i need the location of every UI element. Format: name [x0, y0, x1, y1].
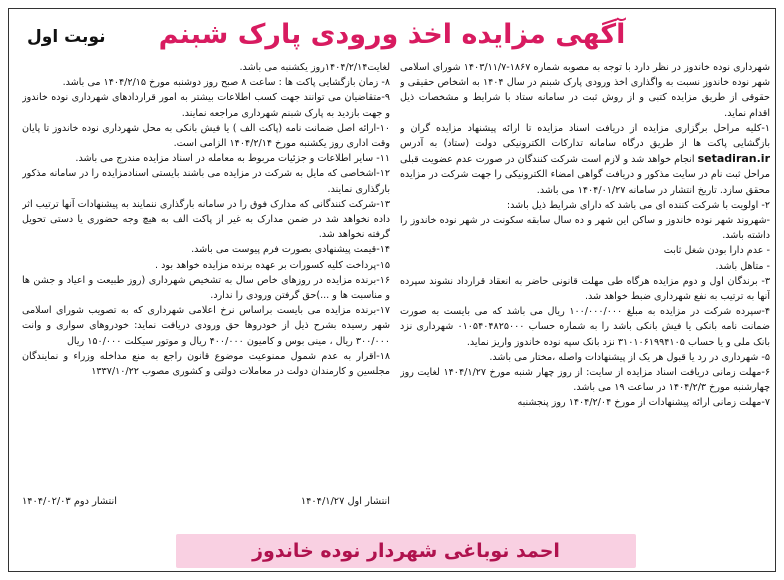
clause-18: ۱۸-اقرار به عدم شمول ممنوعیت موضوع قانون راجع به منع مداخله وزراء و نمایندگان مجلسین و کارمندان دولت در معاملات دولتی و کشوری مصوب ۱۳۳۷/۱۰/۲۲	[22, 350, 390, 378]
clause-12: ۱۲-اشخاصی که مایل به شرکت در مزایده می باشند بایستی اسنادمزایده را در سامانه مذکور بارگذاری نمایند.	[22, 168, 390, 195]
clause-13: ۱۳-شرکت کنندگانی که مدارک فوق را در سامانه بارگذاری ننمایند به پیشنهادات آنها ترتیب اثر داده نخواهد شد در ضمن مدارک به غیر از پاکت الف به هیچ وجه حضوری یا دستی تحویل گرفته نخواهد شد.	[22, 198, 390, 241]
clause-7-cont: لغایت۱۴۰۴/۲/۱۴روز یکشنبه می باشد.	[239, 62, 390, 73]
notice-title: آگهی مزایده اخذ ورودی پارک شبنم	[158, 19, 626, 50]
clause-6: ۶-مهلت زمانی دریافت اسناد مزایده از سایت: از روز چهار شنبه مورخ ۱۴۰۴/۱/۲۷ لغایت روز چهارشنبه مورخ ۱۴۰۴/۲/۳ در ساعت ۱۹ می باشد.	[400, 367, 770, 394]
clause-9: ۹-متقاضیان می توانند جهت کسب اطلاعات بیشتر به امور قراردادهای شهرداری نوده خاندوز و جهت بازدید به پارک شبنم شهرداری مراجعه نمایند.	[22, 92, 390, 119]
clause-16: ۱۶-برنده مزایده در روزهای خاص سال به تشخیص شهرداری (روز طبیعت و اعیاد و جشن ها و مناسبت ها و ...)حق گرفتن ورودی را ندارد.	[22, 274, 390, 302]
clause-10: ۱۰-ارائه اصل ضمانت نامه (پاکت الف ) یا فیش بانکی به محل شهرداری نوده خاندوز تا پایان وقت اداری روز یکشنبه مورخ ۱۴۰۴/۲/۱۴ الزامی است.	[22, 122, 390, 150]
clause-14: ۱۴-قیمت پیشنهادی بصورت فرم پیوست می باشد.	[191, 244, 390, 256]
clause-2-b: - عدم دارا بودن شغل ثابت	[663, 245, 770, 257]
clause-17: ۱۷-برنده مزایده می بایست براساس نرخ اعلامی شهرداری که به تصویب شورای اسلامی شهر رسیده بشرح ذیل از خودروها حق ورودی دریافت نماید: خودروهای سواری و وانت ۳۰۰/۰۰۰ ریال ، مینی بوس و کامیون ۴۰۰/۰۰۰ ریال و موتور سیکلت ۱۵۰/۰۰۰ ریال	[22, 305, 390, 347]
round-label: نوبت اول	[27, 27, 106, 47]
clause-3: ۳- برندگان اول و دوم مزایده هرگاه طی مهلت قانونی حاضر به انعقاد قرارداد نشوند سپرده آنها به ترتیب به نفع شهرداری ضبط خواهد شد.	[400, 275, 770, 303]
clause-11: ۱۱- سایر اطلاعات و جزئیات مربوط به معامله در اسناد مزایده مندرج می باشد.	[75, 153, 390, 165]
intro-paragraph: شهرداری نوده خاندوز در نظر دارد با توجه به مصوبه شماره ۱۸۶۷-۱۴۰۳/۱۱/۷ شورای اسلامی شهر نوده خاندوز نسبت به واگذاری اخذ ورودی پارک شبنم در سال ۱۴۰۴ به اشخاص حقیقی و حقوقی از طریق مزایده کتبی و از روش ثبت در سامانه ستاد با شرایط و مشخصات ذیل اقدام نماید.	[400, 62, 770, 119]
clause-15: ۱۵-پرداخت کلیه کسورات بر عهده برنده مزایده خواهد بود .	[155, 259, 390, 271]
clause-8: ۸- زمان بازگشایی پاکت ها : ساعت ۸ صبح روز دوشنبه مورخ ۱۴۰۴/۲/۱۵ می باشد.	[62, 77, 390, 89]
signature-banner: احمد نوباغی شهردار نوده خاندوز	[176, 534, 636, 568]
clause-2: ۲- اولویت با شرکت کننده ای می باشد که دارای شرایط ذیل باشد:	[506, 199, 770, 211]
clause-7: ۷-مهلت زمانی ارائه پیشنهادات از مورخ ۱۴۰۴/۲/۰۴ روز پنجشنبه	[517, 397, 770, 409]
second-publication: انتشار دوم ۱۴۰۴/۰۲/۰۳	[22, 496, 117, 507]
clause-1	[400, 121, 770, 198]
publication-dates	[22, 496, 390, 507]
site-address: setadiran.ir	[697, 152, 770, 166]
right-column	[400, 60, 770, 515]
clause-2-c: - متاهل باشد.	[715, 260, 770, 272]
left-column	[22, 60, 390, 480]
clause-1-cont: انجام خواهد شد و لازم است شرکت کنندگان در صورت عدم عضویت قبلی مراحل ثبت نام در سایت مذکور و دریافت گواهی امضاء الکترونیکی را جهت شرکت در مزایده محقق سازد. تاریخ انتشار در سامانه ۱۴۰۴/۰۱/۲۷ می باشد.	[400, 154, 770, 196]
clause-2-a: -شهروند شهر نوده خاندوز و ساکن این شهر و ده سال سابقه سکونت در شهر نوده خاندوز را داشته باشد.	[400, 215, 770, 242]
clause-4: ۴-سپرده شرکت در مزایده به مبلغ ۱۰۰/۰۰۰/۰۰۰ ریال می باشد که می بایست به صورت ضمانت نامه بانکی یا فیش بانکی باشد را به شماره حساب ۰۱۰۵۴۰۴۸۲۵۰۰۰ شهرداری نزد بانک ملی و یا حساب ۳۱۰۱۰۶۱۹۹۴۱۰۵ نزد بانک سپه نوده خاندوز واریز نماید.	[400, 306, 770, 348]
clause-5: ۵- شهرداری در رد یا قبول هر یک از پیشنهادات واصله ،مختار می باشد.	[489, 351, 770, 363]
clause-1-text: ۱-کلیه مراحل برگزاری مزایده از دریافت اسناد مزایده تا ارائه پیشنهاد مزایده گران و بازگشایی پاکت ها از طریق درگاه سامانه تدارکات الکترونیکی دولت (ستاد) به آدرس	[400, 122, 770, 150]
first-publication: انتشار اول ۱۴۰۴/۱/۲۷	[300, 496, 390, 507]
